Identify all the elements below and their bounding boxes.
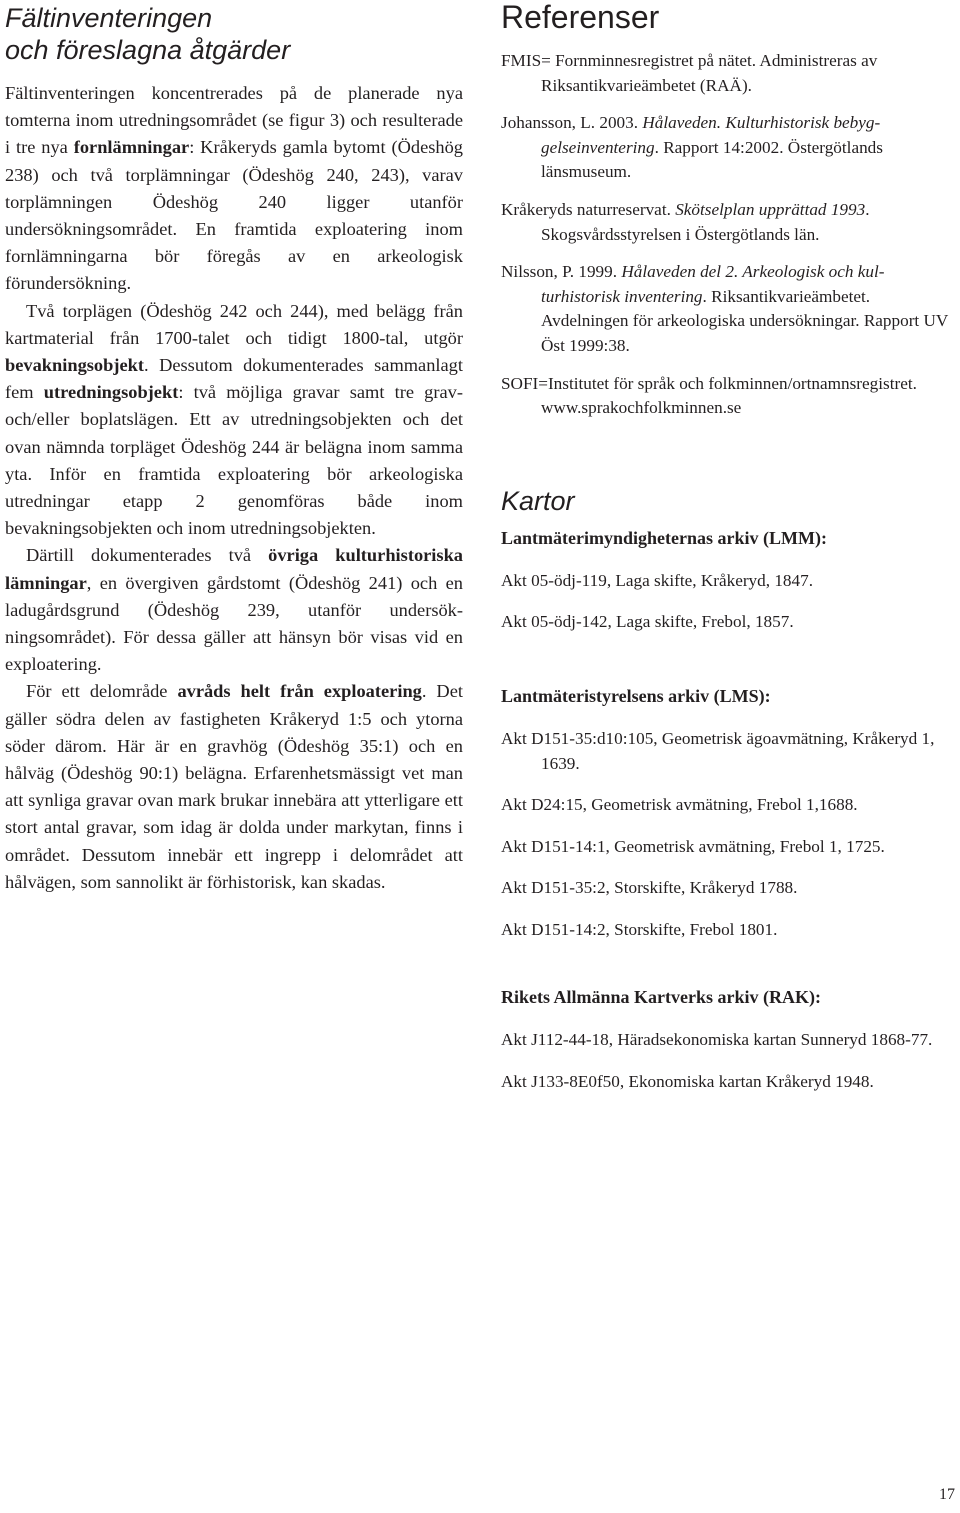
paragraph-1 — [5, 80, 463, 298]
bold-term: fornlämningar — [73, 137, 190, 158]
lms-item: Akt D151-35:d10:105, Geometrisk ägoavmätning, Kråkeryd 1, 1639. — [501, 728, 935, 773]
bold-term: övriga kulturhistoriska lämningar — [5, 545, 463, 593]
rak-item: Akt J112-44-18, Häradsekonomiska kartan Sunneryd 1868-77. — [501, 1030, 933, 1050]
lmm-item: Akt 05-ödj-142, Laga skifte, Frebol, 1857. — [501, 612, 794, 632]
text-run: . Dessutom dokumenterades sammanlagt fem — [5, 355, 463, 403]
maps-title: Kartor — [501, 485, 575, 516]
text-run: Därtill dokumenterades två — [26, 545, 269, 566]
lmm-heading: Lantmäterimyndigheternas arkiv (LMM): — [501, 527, 827, 548]
lmm-item: Akt 05-ödj-119, Laga skifte, Kråkeryd, 1847. — [501, 570, 814, 590]
italic-title: Hålaveden del 2. Arkeologisk och kulturhistorisk inventering — [541, 262, 885, 306]
lms-item: Akt D151-14:2, Storskifte, Frebol 1801. — [501, 919, 778, 939]
text-run: . Det gäller södra delen av fastigheten Kråkeryd 1:5 och ytorna söder därom. Här är en gravhög (Ödeshög 35:1) och en hålväg (Ödeshög 90:1) belägna. Erfarenhetsmässigt vet man att synliga gravar ovan mark brukar innebära att ytterligare ett stort antal gravar, som idag är dolda under markytan, finns i området. Dessutom innebär ett ingrepp i delområdet att hålvägen, som sannolikt är förhistorisk, kan skadas. — [5, 681, 463, 892]
text-run: , en övergiven gårdstomt (Ödeshög 241) och en ladugårdsgrund (Ödeshög 239, utanför undersökningsområdet). För dessa gäller att hänsyn bör visas vid en exploatering. — [5, 572, 463, 675]
lms-item: Akt D24:15, Geometrisk avmätning, Frebol 1,1688. — [501, 795, 858, 815]
right-column — [501, 0, 953, 1112]
reference-item — [501, 260, 953, 358]
section-title-line-1: Fältinventeringen — [5, 3, 213, 33]
reference-item — [501, 111, 953, 185]
italic-title: Hålaveden. Kulturhistorisk bebyggelseinventering — [541, 113, 881, 157]
rak-item: Akt J133-8E0f50, Ekonomiska kartan Kråkeryd 1948. — [501, 1072, 874, 1092]
paragraph-2 — [5, 298, 463, 543]
paragraph-4 — [5, 678, 463, 896]
bold-term: bevakningsobjekt — [5, 355, 144, 376]
text-run: Nilsson, P. 1999. — [501, 262, 622, 282]
lms-heading: Lantmäteristyrelsens arkiv (LMS): — [501, 685, 771, 706]
italic-title: Skötselplan upprättad 1993 — [675, 199, 866, 219]
reference-item — [501, 198, 953, 247]
page-number: 17 — [939, 1486, 955, 1503]
lms-item: Akt D151-14:1, Geometrisk avmätning, Frebol 1, 1725. — [501, 836, 885, 856]
text-run: . Rapport 14:2002. Östergötlands länsmuseum. — [541, 137, 883, 182]
section-title — [5, 2, 463, 66]
text-run: Fältinventeringen koncentrerades på de planerade nya tomterna inom utredningsområdet (se figur 3) och resulterade i tre nya — [5, 83, 463, 158]
text-run: Kråkeryds naturreservat. — [501, 199, 676, 219]
section-title-line-2: och föreslagna åtgärder — [5, 35, 291, 65]
paragraph-3 — [5, 542, 463, 678]
reference-item — [501, 372, 953, 421]
references-title: Referenser — [501, 0, 660, 35]
text-run: Johansson, L. 2003. — [501, 113, 643, 133]
left-column — [5, 0, 463, 896]
rak-heading: Rikets Allmänna Kartverks arkiv (RAK): — [501, 987, 821, 1008]
lms-item: Akt D151-35:2, Storskifte, Kråkeryd 1788. — [501, 878, 798, 898]
text-run: För ett delområde — [26, 681, 178, 702]
bold-term: utredningsobjekt — [43, 382, 179, 403]
text-run: . Skogsvårdsstyrelsen i Östergötlands län. — [541, 199, 870, 244]
text-run: : två möjliga gravar samt tre grav- och/eller boplatslägen. Ett av utredningsobjekten och det ovan nämnda torpläget Ödeshög 244 är belägna inom samma yta. Inför en framtida exploatering bör arkeologiska utredningar etapp 2 genomföras både inom bevakningsobjekten och inom utredningsobjekten. — [5, 382, 463, 539]
bold-term: avråds helt från exploatering — [177, 681, 422, 702]
text-run: : Kråkeryds gamla bytomt (Ödeshög 238) och två torplämningar (Ödeshög 240, 243), varav torplämningen Ödeshög 240 ligger utanför undersökningsområdet. En framtida exploatering inom fornlämningarna bör föregås av en arkeologisk förundersökning. — [5, 137, 463, 294]
text-run: SOFI=Institutet för språk och folkminnen/ortnamnsregistret. www.sprakochfolkminnen.se — [501, 373, 917, 418]
text-run: . Riksantikvarieämbetet. Avdelningen för arkeologiska undersökningar. Rapport UV Öst 1999:38. — [541, 286, 949, 355]
reference-item — [501, 49, 953, 98]
reference-list — [501, 49, 953, 421]
text-run: FMIS= Fornminnesregistret på nätet. Administreras av Riksantikvarieämbetet (RAÄ). — [501, 51, 878, 95]
text-run: Två torplägen (Ödeshög 242 och 244), med belägg från kartmaterial från 1700-talet och tidigt 1800-tal, utgör — [5, 300, 463, 348]
